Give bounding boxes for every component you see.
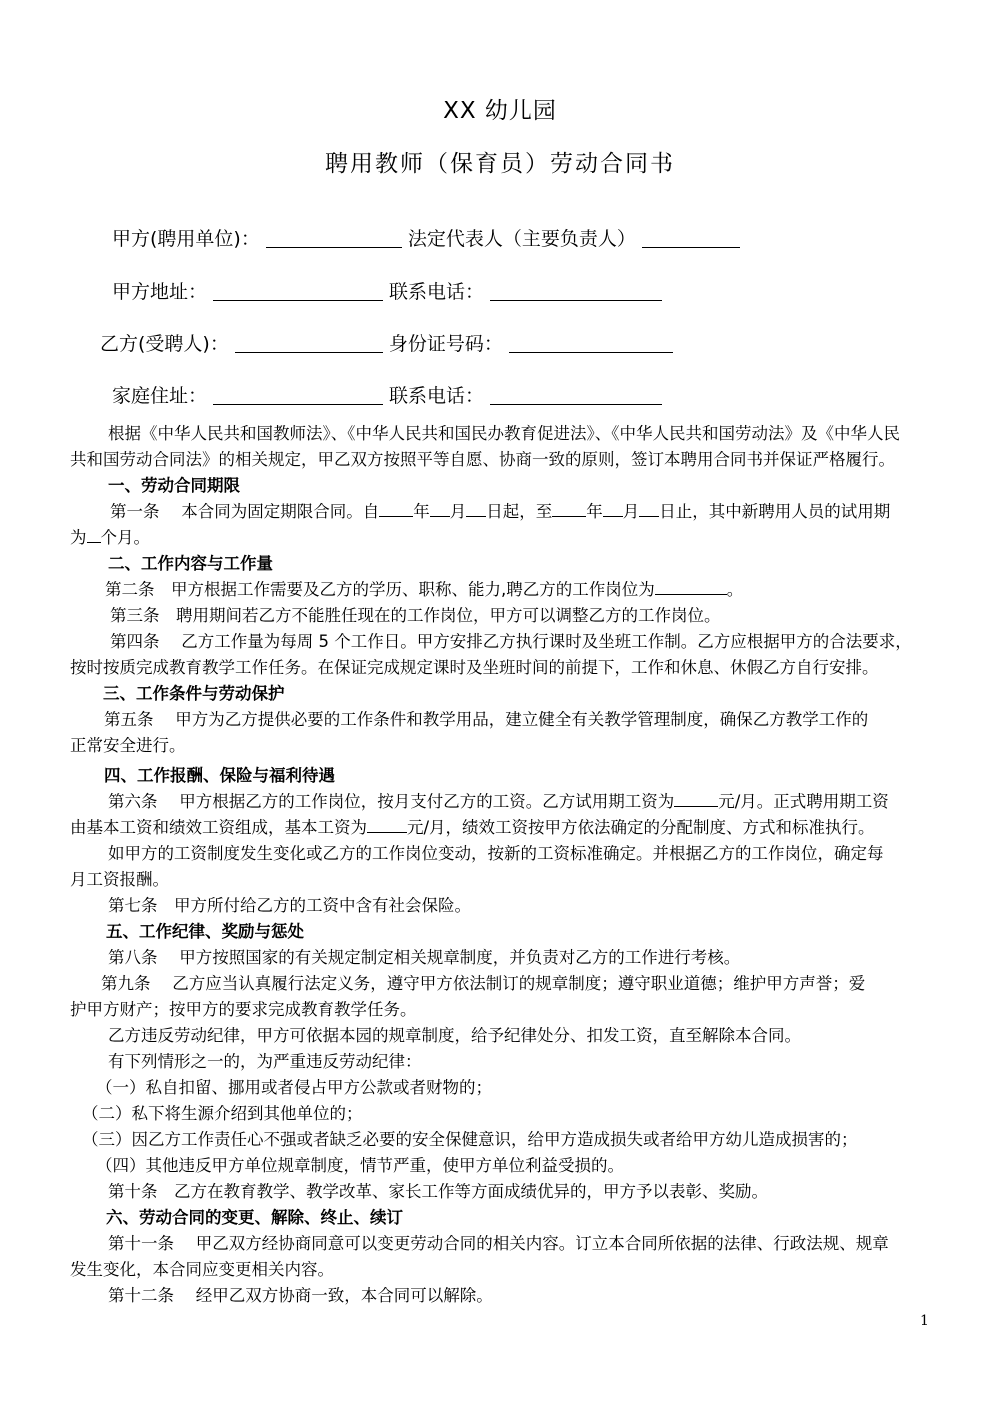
article-7: 第七条 甲方所付给乙方的工资中含有社会保险。	[108, 896, 471, 915]
article-2: 第二条 甲方根据工作需要及乙方的学历、职称、能力,聘乙方的工作岗位为 。	[105, 580, 744, 599]
intro-line-2: 共和国劳动合同法》的相关规定，甲乙双方按照平等自愿、协商一致的原则，签订本聘用合同书并保证严格履行。	[70, 450, 895, 469]
section-heading-5: 五、工作纪律、奖励与惩处	[106, 922, 304, 941]
section-heading-4: 四、工作报酬、保险与福利待遇	[104, 766, 335, 785]
home-address-row	[112, 381, 668, 408]
contract-title-line2: 聘用教师（保育员）劳动合同书	[325, 151, 675, 177]
article-1-line-1: 第一条 本合同为固定期限合同。自 年 月 日起，至 年 月 日止，其中新聘用人员的试用期	[110, 502, 891, 521]
article-4-line-1: 第四条 乙方工作量为每周 5 个工作日。甲方安排乙方执行课时及坐班工作制。乙方应根据甲方的合法要求，	[110, 632, 912, 651]
article-6-line-4: 月工资报酬。	[70, 870, 169, 889]
party-a-address-blank[interactable]	[213, 282, 383, 301]
article-11-line-2: 发生变化，本合同应变更相关内容。	[70, 1260, 334, 1279]
party-a-row	[112, 224, 746, 251]
page-number: 1	[920, 1313, 929, 1329]
phone-blank-1[interactable]	[490, 282, 662, 301]
party-a-label: 甲方(聘用单位)：	[112, 228, 260, 250]
home-address-blank[interactable]	[213, 386, 383, 405]
id-number-label: 身份证号码：	[388, 333, 503, 355]
list-item-1: （一）私自扣留、挪用或者侵占甲方公款或者财物的；	[96, 1078, 492, 1097]
party-a-address-row	[112, 277, 668, 304]
list-item-4: （四）其他违反甲方单位规章制度，情节严重，使甲方单位利益受损的。	[96, 1156, 624, 1175]
section-heading-1: 一、劳动合同期限	[108, 476, 240, 495]
legal-rep-blank[interactable]	[642, 229, 740, 248]
list-item-3: （三）因乙方工作责任心不强或者缺乏必要的安全保健意识，给甲方造成损失或者给甲方幼儿造成损害的；	[82, 1130, 858, 1149]
article-9-line-4: 有下列情形之一的，为严重违反劳动纪律：	[108, 1052, 422, 1071]
article-9-line-3: 乙方违反劳动纪律，甲方可依据本园的规章制度，给予纪律处分、扣发工资，直至解除本合同。	[108, 1026, 801, 1045]
contract-title-line1: XX 幼儿园	[443, 98, 557, 124]
article-4-line-2: 按时按质完成教育教学工作任务。在保证完成规定课时及坐班时间的前提下，工作和休息、休假乙方自行安排。	[70, 658, 879, 677]
article-10: 第十条 乙方在教育教学、教学改革、家长工作等方面成绩优异的，甲方予以表彰、奖励。	[108, 1182, 768, 1201]
article-8: 第八条 甲方按照国家的有关规定制定相关规章制度，并负责对乙方的工作进行考核。	[108, 948, 741, 967]
article-12: 第十二条 经甲乙双方协商一致，本合同可以解除。	[108, 1286, 493, 1305]
article-11-line-1: 第十一条 甲乙双方经协商同意可以变更劳动合同的相关内容。订立本合同所依据的法律、行政法规、规章	[108, 1234, 889, 1253]
party-a-blank[interactable]	[266, 229, 402, 248]
legal-rep-label: 法定代表人（主要负责人）	[407, 228, 636, 250]
section-heading-3: 三、工作条件与劳动保护	[103, 684, 285, 703]
section-heading-2: 二、工作内容与工作量	[108, 554, 273, 573]
phone-label-2: 联系电话：	[389, 385, 485, 407]
article-3: 第三条 聘用期间若乙方不能胜任现在的工作岗位，甲方可以调整乙方的工作岗位。	[110, 606, 721, 625]
section-heading-6: 六、劳动合同的变更、解除、终止、续订	[106, 1208, 403, 1227]
phone-label-1: 联系电话：	[389, 281, 485, 303]
article-5-line-2: 正常安全进行。	[70, 736, 186, 755]
party-b-row	[100, 329, 679, 356]
article-1-line-2: 为 个月。	[70, 528, 150, 547]
party-b-label: 乙方(受聘人)：	[100, 333, 229, 355]
id-number-blank[interactable]	[509, 334, 673, 353]
article-6-line-2: 由基本工资和绩效工资组成，基本工资为 元/月，绩效工资按甲方依法确定的分配制度、方式和标准执行。	[70, 818, 875, 837]
article-6-line-1: 第六条 甲方根据乙方的工作岗位，按月支付乙方的工资。乙方试用期工资为 元/月。正式聘用期工资	[108, 792, 889, 811]
article-5-line-1: 第五条 甲方为乙方提供必要的工作条件和教学用品，建立健全有关教学管理制度，确保乙方教学工作的	[104, 710, 869, 729]
article-9-line-2: 护甲方财产；按甲方的要求完成教育教学任务。	[70, 1000, 417, 1019]
home-address-label: 家庭住址：	[112, 385, 208, 407]
article-9-line-1: 第九条 乙方应当认真履行法定义务，遵守甲方依法制订的规章制度；遵守职业道德；维护甲方声誉；爱	[101, 974, 866, 993]
intro-line-1: 根据《中华人民共和国教师法》、《中华人民共和国民办教育促进法》、《中华人民共和国劳动法》及《中华人民	[108, 424, 900, 443]
list-item-2: （二）私下将生源介绍到其他单位的；	[82, 1104, 363, 1123]
phone-blank-2[interactable]	[490, 386, 662, 405]
party-b-blank[interactable]	[235, 334, 383, 353]
party-a-address-label: 甲方地址：	[112, 281, 208, 303]
article-6-line-3: 如甲方的工资制度发生变化或乙方的工作岗位变动，按新的工资标准确定。并根据乙方的工作岗位，确定每	[108, 844, 884, 863]
